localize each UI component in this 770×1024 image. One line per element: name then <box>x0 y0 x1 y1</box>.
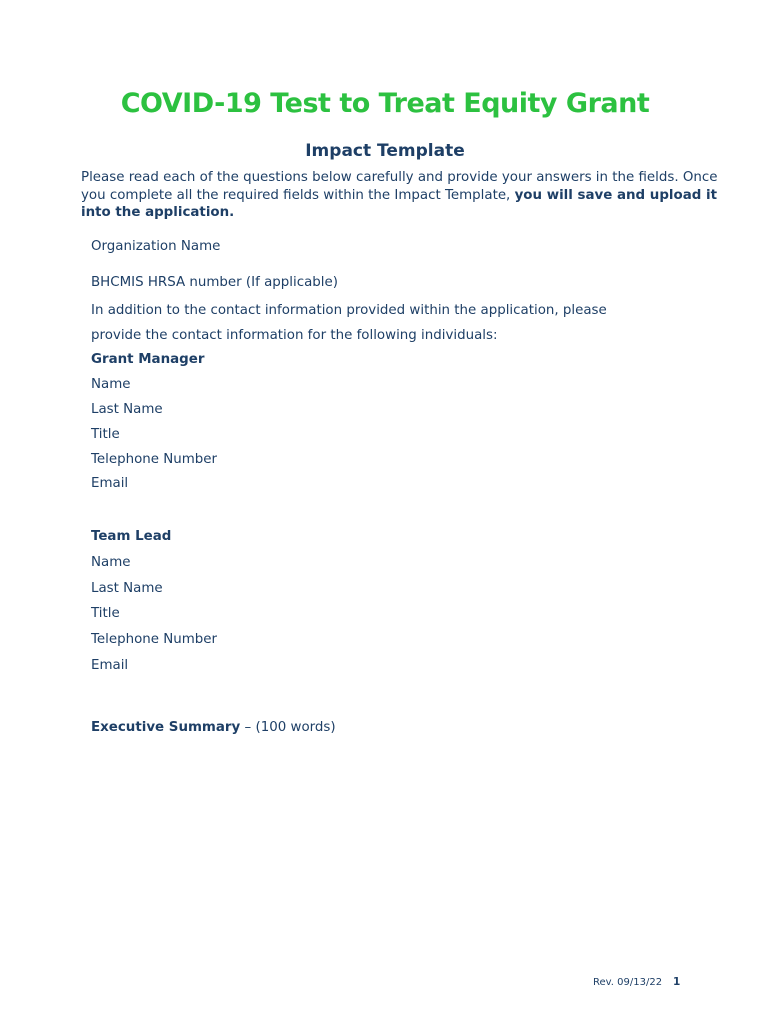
team-lead-heading: Team Lead <box>91 529 172 544</box>
grant-manager-email-label: Email <box>91 476 129 491</box>
document-subtitle: Impact Template <box>305 141 465 161</box>
intro-bold-text: you will save and upload it into the application. <box>81 187 717 220</box>
contact-instruction-line2: provide the contact information for the following individuals: <box>91 328 498 343</box>
page-number: 1 <box>673 976 681 988</box>
intro-paragraph <box>81 169 721 222</box>
team-lead-last-name-label: Last Name <box>91 581 163 596</box>
revision-date: Rev. 09/13/22 <box>593 977 663 988</box>
team-lead-email-label: Email <box>91 658 129 673</box>
document-title: COVID-19 Test to Treat Equity Grant <box>120 88 650 119</box>
team-lead-name-label: Name <box>91 555 131 570</box>
team-lead-title-label: Title <box>91 606 120 621</box>
grant-manager-telephone-label: Telephone Number <box>91 452 218 467</box>
grant-manager-title-label: Title <box>91 427 120 442</box>
executive-summary-heading: Executive Summary <box>91 720 241 735</box>
executive-summary-line <box>91 720 336 735</box>
grant-manager-heading: Grant Manager <box>91 352 205 367</box>
grant-manager-last-name-label: Last Name <box>91 402 163 417</box>
grant-manager-name-label: Name <box>91 377 131 392</box>
executive-summary-note: – (100 words) <box>240 720 336 735</box>
bhcmis-label: BHCMIS HRSA number (If applicable) <box>91 275 338 290</box>
team-lead-telephone-label: Telephone Number <box>91 632 218 647</box>
organization-name-label: Organization Name <box>91 239 221 254</box>
contact-instruction-line1: In addition to the contact information provided within the application, please <box>91 303 607 318</box>
intro-text: Please read each of the questions below carefully and provide your answers in the fields. Once you complete all the required fields within the Impact Template, <box>81 170 718 203</box>
